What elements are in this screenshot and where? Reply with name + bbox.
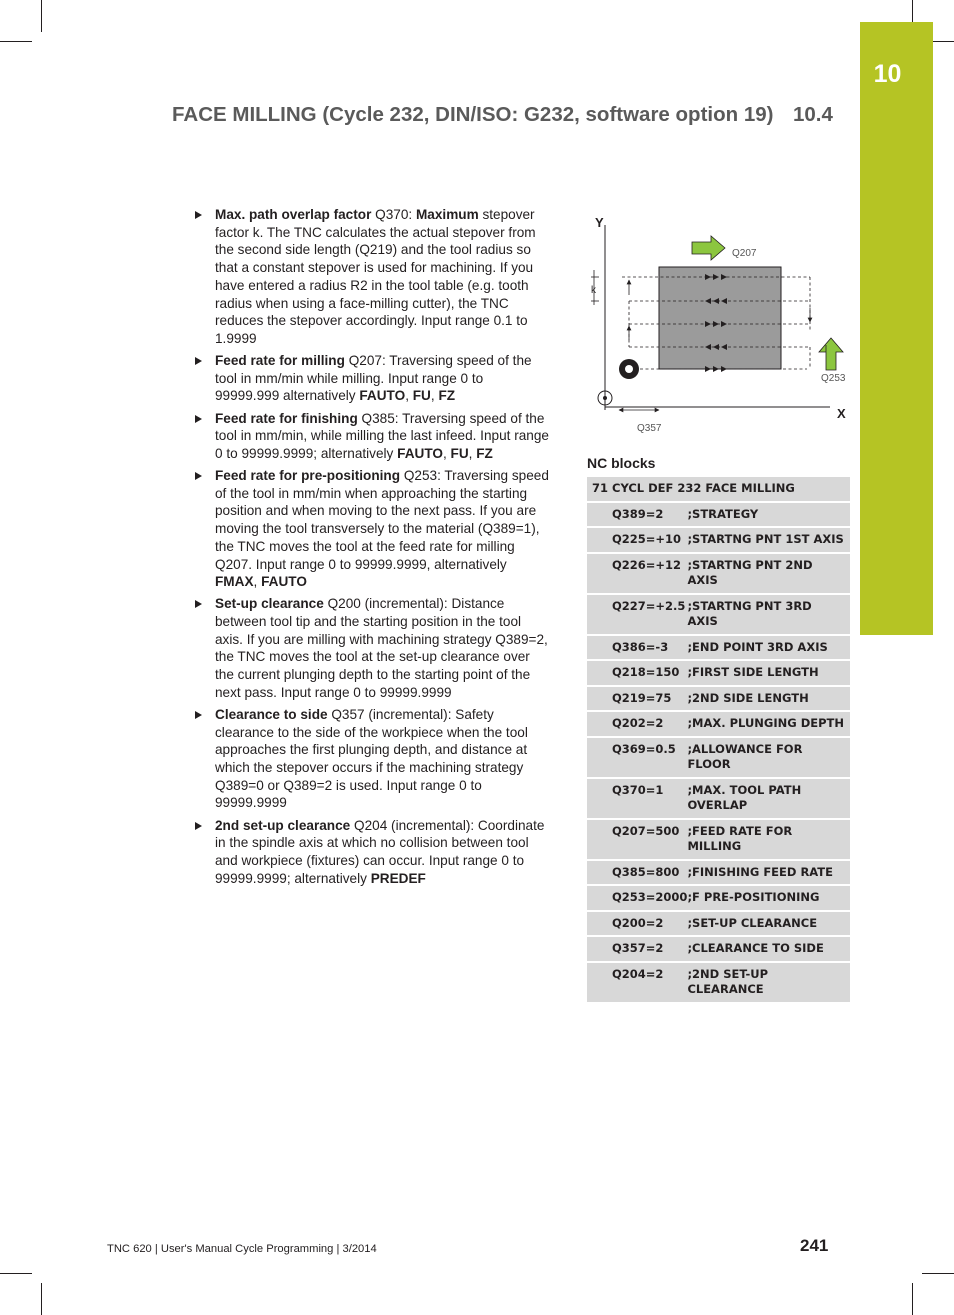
nc-comment: ;FIRST SIDE LENGTH — [687, 661, 850, 687]
nc-code: Q370=1 — [587, 779, 687, 820]
param-bold: Maximum — [415, 207, 479, 222]
param-name: 2nd set-up clearance — [215, 817, 351, 833]
face-milling-diagram — [585, 210, 855, 440]
nc-row — [587, 912, 850, 938]
param-alt: FMAX — [215, 574, 254, 590]
nc-code: Q219=75 — [587, 687, 687, 713]
k-label: k — [591, 285, 596, 296]
nc-row — [587, 820, 850, 861]
crop-mark — [0, 41, 32, 42]
nc-code: Q385=800 — [587, 861, 687, 887]
nc-code: Q369=0.5 — [587, 738, 687, 779]
crop-mark — [912, 1283, 913, 1315]
param-name: Feed rate for milling — [215, 353, 345, 369]
parameter-list — [193, 206, 549, 892]
nc-comment: ;FINISHING FEED RATE — [687, 861, 850, 887]
param-text: Q385: Traversing speed of the tool in mm/min, while milling the last infeed. Input range 0 to 99999.9999; alternatively — [215, 410, 549, 461]
param-alt: FU — [450, 445, 469, 461]
param-item — [193, 595, 549, 701]
param-item — [193, 706, 549, 812]
param-text: Q370: — [371, 207, 416, 222]
nc-code: Q204=2 — [587, 963, 687, 1004]
page-header-title: FACE MILLING (Cycle 232, DIN/ISO: G232, software option 19) — [172, 103, 774, 126]
nc-row — [587, 554, 850, 595]
nc-comment: ;2ND SIDE LENGTH — [687, 687, 850, 713]
q253-label: Q253 — [821, 373, 846, 384]
nc-code: Q227=+2.5 — [587, 595, 687, 636]
nc-comment: ;STRATEGY — [687, 503, 850, 529]
triangle-bullet-icon — [195, 415, 202, 423]
nc-code: Q225=+10 — [587, 528, 687, 554]
param-text: Q253: Traversing speed of the tool in mm/min when approaching the starting position and when moving to the next pass. If you are moving the tool transversely to the material (Q389=1), the TNC moves the tool at the feed rate for milling Q207. Input range 0 to 99999.9999, alternatively — [215, 468, 549, 572]
nc-row — [587, 528, 850, 554]
nc-row — [587, 738, 850, 779]
param-alt: FZ — [476, 445, 493, 461]
nc-comment: ;STARTNG PNT 3RD AXIS — [687, 595, 850, 636]
nc-code: Q386=-3 — [587, 636, 687, 662]
y-axis-label: Y — [595, 215, 604, 230]
param-name: Max. path overlap factor — [215, 207, 372, 222]
nc-comment: ;SET-UP CLEARANCE — [687, 912, 850, 938]
nc-row — [587, 937, 850, 963]
nc-row — [587, 779, 850, 820]
nc-row — [587, 636, 850, 662]
triangle-bullet-icon — [195, 472, 202, 480]
crop-mark — [912, 0, 913, 22]
nc-code: Q202=2 — [587, 712, 687, 738]
triangle-bullet-icon — [195, 711, 202, 719]
feed-q253-icon — [819, 338, 843, 370]
triangle-bullet-icon — [195, 600, 202, 608]
nc-comment: ;END POINT 3RD AXIS — [687, 636, 850, 662]
nc-code: Q389=2 — [587, 503, 687, 529]
nc-comment: ;MAX. PLUNGING DEPTH — [687, 712, 850, 738]
nc-blocks-table — [587, 477, 850, 1004]
nc-row — [587, 503, 850, 529]
nc-code: Q357=2 — [587, 937, 687, 963]
crop-mark — [41, 0, 42, 32]
page-number: 241 — [800, 1236, 829, 1255]
param-alt: FZ — [438, 388, 456, 404]
milling-tool-center — [625, 365, 633, 373]
param-alt: FAUTO — [397, 445, 443, 461]
feed-q207-icon — [692, 236, 725, 260]
nc-code: Q218=150 — [587, 661, 687, 687]
param-name: Set-up clearance — [215, 596, 324, 612]
nc-comment: ;ALLOWANCE FOR FLOOR — [687, 738, 850, 779]
param-alt: FU — [412, 388, 431, 404]
param-item: Feed rate for pre-positioning Q253: Traversing speed of the tool in mm/min when approaching the starting position and when moving to the next pass. If you are moving the tool transversely to the material (Q389=1), the TNC moves the tool at the feed rate for milling Q207. Input range 0 to 99999.9999, alternatively FMAX, FAUTO — [193, 467, 549, 591]
nc-row — [587, 595, 850, 636]
workpiece — [659, 267, 781, 369]
nc-comment: ;CLEARANCE TO SIDE — [687, 937, 850, 963]
param-text: Q200 (incremental): Distance between tool tip and the starting position in the tool axis. If you are milling with machining strategy Q389=2, the TNC moves the tool at the set-up clearance over the current plunging depth to the starting point of the next pass. Input range 0 to 99999.9999 — [215, 596, 548, 700]
crop-mark — [922, 1273, 954, 1274]
crop-mark — [41, 1283, 42, 1315]
nc-row — [587, 687, 850, 713]
param-alt: FAUTO — [359, 388, 406, 404]
nc-code: Q207=500 — [587, 820, 687, 861]
nc-row — [587, 886, 850, 912]
footer-text: TNC 620 | User's Manual Cycle Programming | 3/2014 — [107, 1243, 377, 1255]
param-item — [193, 817, 549, 888]
page-header-section: 10.4 — [793, 103, 833, 126]
param-text: Q204 (incremental): Coordinate in the spindle axis at which no collision between tool and workpiece (fixtures) can occur. Input range 0 to 99999.9999; alternatively — [215, 817, 545, 886]
nc-row — [587, 661, 850, 687]
param-alt: PREDEF — [370, 870, 426, 886]
nc-header-cell: 71 CYCL DEF 232 FACE MILLING — [587, 477, 850, 503]
nc-comment: ;STARTNG PNT 1ST AXIS — [687, 528, 850, 554]
param-desc: stepover factor k. The TNC calculates the actual stepover from the second side length (Q219) and the tool radius so that a constant stepover is used for machining. If you have entered a radius R2 in the tool table (e.g. tooth radius when using a face-milling cutter), the TNC reduces the stepover accordingly. Input range 0.1 to 1.9999 — [215, 207, 536, 346]
q207-label: Q207 — [732, 248, 757, 259]
nc-comment: ;FEED RATE FOR MILLING — [687, 820, 850, 861]
nc-code: Q253=2000 — [587, 886, 687, 912]
chapter-tab — [860, 22, 933, 635]
param-alt: FAUTO — [261, 574, 307, 590]
crop-mark — [0, 1273, 32, 1274]
param-text: Q357 (incremental): Safety clearance to the side of the workpiece when the tool approaches the first plunging depth, and distance at which the stepover occurs if the machining strategy Q389=0 or Q389=2 is used. Input range 0 to 99999.9999 — [215, 706, 528, 811]
triangle-bullet-icon — [195, 357, 202, 365]
nc-row — [587, 963, 850, 1004]
param-name: Clearance to side — [215, 706, 328, 722]
nc-comment: ;F PRE-POSITIONING — [687, 886, 850, 912]
nc-comment: ;2ND SET-UP CLEARANCE — [687, 963, 850, 1004]
param-name: Feed rate for pre-positioning — [215, 468, 401, 484]
param-item: Feed rate for milling Q207: Traversing speed of the tool in mm/min while milling. Input range 0 to 99999.999 alternatively FAUTO, FU, FZ — [193, 352, 549, 405]
nc-comment: ;STARTNG PNT 2ND AXIS — [687, 554, 850, 595]
nc-comment: ;MAX. TOOL PATH OVERLAP — [687, 779, 850, 820]
triangle-bullet-icon — [195, 211, 202, 219]
nc-blocks-title: NC blocks — [587, 455, 656, 471]
param-item — [193, 206, 549, 348]
datum-dot — [603, 396, 607, 400]
q357-label: Q357 — [637, 423, 662, 434]
nc-row — [587, 712, 850, 738]
chapter-number: 10 — [873, 60, 902, 88]
triangle-bullet-icon — [195, 822, 202, 830]
param-item: Feed rate for finishing Q385: Traversing speed of the tool in mm/min, while milling the last infeed. Input range 0 to 99999.9999; alternatively FAUTO, FU, FZ — [193, 410, 549, 463]
param-name: Feed rate for finishing — [215, 410, 358, 426]
x-axis-label: X — [837, 406, 846, 421]
nc-row — [587, 861, 850, 887]
nc-header-row — [587, 477, 850, 503]
nc-code: Q200=2 — [587, 912, 687, 938]
nc-code: Q226=+12 — [587, 554, 687, 595]
param-text: Q207: Traversing speed of the tool in mm/min while milling. Input range 0 to 99999.999 alternatively — [215, 353, 532, 404]
